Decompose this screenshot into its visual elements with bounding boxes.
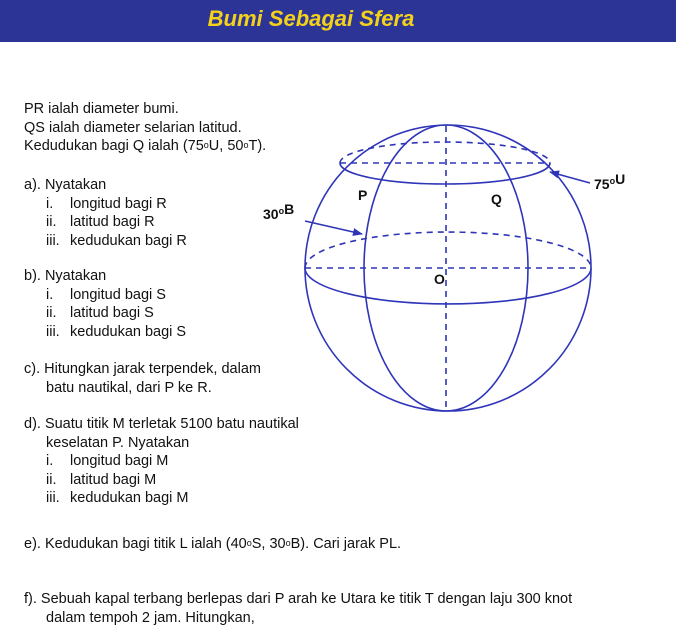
item-number: ii.	[46, 305, 57, 321]
part-b-heading: b). Nyatakan	[24, 268, 107, 284]
item-text: latitud bagi M	[70, 471, 157, 488]
item-number: i.	[46, 286, 54, 303]
label-o: O	[434, 271, 445, 287]
label-30b: 30$^o$B	[263, 201, 295, 222]
item-number: ii.	[46, 214, 57, 230]
item-number: iii.	[46, 323, 60, 340]
item-text: latitud bagi S	[70, 305, 154, 321]
page-title: Bumi Sebagai Sfera	[207, 6, 415, 31]
item-text: longitud bagi S	[70, 286, 166, 303]
item-number: i.	[46, 195, 54, 212]
item-number: ii.	[46, 471, 57, 488]
item-number: iii.	[46, 490, 60, 506]
part-d-line-2: keselatan P. Nyatakan	[46, 434, 190, 451]
intro-line-3: Kedudukan bagi Q ialah (75$^o$U, 50$^o$T).	[24, 138, 267, 154]
label-q: Q	[491, 191, 502, 207]
item-text: latitud bagi R	[70, 214, 155, 230]
part-a-heading: a). Nyatakan	[24, 177, 107, 193]
item-number: iii.	[46, 232, 60, 249]
part-f-line-2: dalam tempoh 2 jam. Hitungkan,	[46, 609, 255, 626]
part-f-line-1: f). Sebuah kapal terbang berlepas dari P arah ke Utara ke titik T dengan laju 300 knot	[24, 591, 573, 607]
item-text: longitud bagi M	[70, 453, 169, 469]
label-p: P	[358, 187, 368, 203]
part-e-text: e). Kedudukan bagi titik L ialah (40$^o$S, 30$^o$B). Cari jarak PL.	[24, 536, 402, 552]
arrow-75u	[550, 172, 590, 183]
part-d-line-1: d). Suatu titik M terletak 5100 batu nautikal	[24, 416, 299, 432]
intro-line-2: QS ialah diameter selarian latitud.	[24, 119, 242, 136]
parallel-75-back	[340, 142, 550, 163]
item-text: longitud bagi R	[70, 195, 167, 212]
parallel-75-front	[340, 163, 550, 184]
intro-line-1: PR ialah diameter bumi.	[24, 101, 179, 117]
equator-back	[305, 232, 591, 268]
arrow-30b	[305, 221, 362, 234]
part-c-line-1: c). Hitungkan jarak terpendek, dalam	[24, 361, 261, 377]
item-number: i.	[46, 453, 54, 469]
item-text: kedudukan bagi M	[70, 490, 189, 506]
item-text: kedudukan bagi R	[70, 232, 187, 249]
part-c-line-2: batu nautikal, dari P ke R.	[46, 379, 212, 396]
label-75u: 75$^o$U	[594, 171, 626, 192]
equator-front	[305, 268, 591, 304]
item-text: kedudukan bagi S	[70, 323, 187, 340]
